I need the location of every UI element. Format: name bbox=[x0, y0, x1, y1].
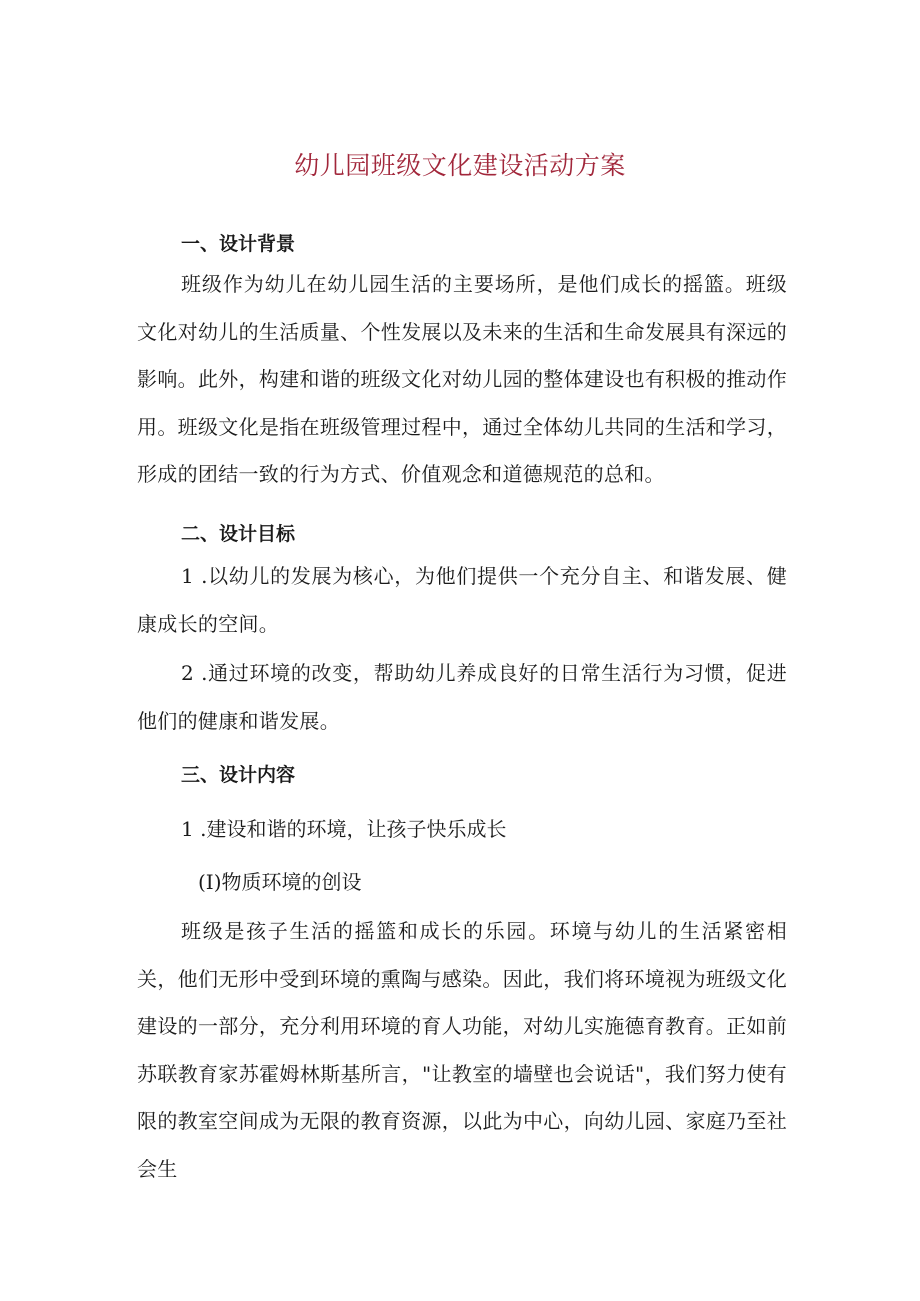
background-paragraph: 班级作为幼儿在幼儿园生活的主要场所，是他们成长的摇篮。班级文化对幼儿的生活质量、个性发展以及未来的生活和生命发展具有深远的影响。此外，构建和谐的班级文化对幼儿园的整体建设也有积极的推动作用。班级文化是指在班级管理过程中，通过全体幼儿共同的生活和学习，形成的团结一致的行为方式、价值观念和道德规范的总和。 bbox=[137, 272, 787, 486]
section-heading-content: 三、设计内容 bbox=[181, 764, 296, 786]
section-heading-goals: 二、设计目标 bbox=[181, 523, 296, 545]
content-subitem-1: (I)物质环境的创设 bbox=[198, 870, 362, 894]
document-title: 幼儿园班级文化建设活动方案 bbox=[294, 151, 626, 180]
content-paragraph: 班级是孩子生活的摇篮和成长的乐园。环境与幼儿的生活紧密相关，他们无形中受到环境的熏陶与感染。因此，我们将环境视为班级文化建设的一部分，充分利用环境的育人功能，对幼儿实施德育教育。正如前苏联教育家苏霍姆林斯基所言，"让教室的墙壁也会说话"，我们努力使有限的教室空间成为无限的教育资源，以此为中心，向幼儿园、家庭乃至社会生 bbox=[137, 919, 787, 1181]
goal-item-2: 2 .通过环境的改变，帮助幼儿养成良好的日常生活行为习惯，促进他们的健康和谐发展。 bbox=[137, 661, 787, 733]
content-item-1: 1 .建设和谐的环境，让孩子快乐成长 bbox=[181, 817, 507, 841]
goal-item-1: 1 .以幼儿的发展为核心，为他们提供一个充分自主、和谐发展、健康成长的空间。 bbox=[137, 564, 787, 636]
section-heading-background: 一、设计背景 bbox=[181, 233, 296, 255]
